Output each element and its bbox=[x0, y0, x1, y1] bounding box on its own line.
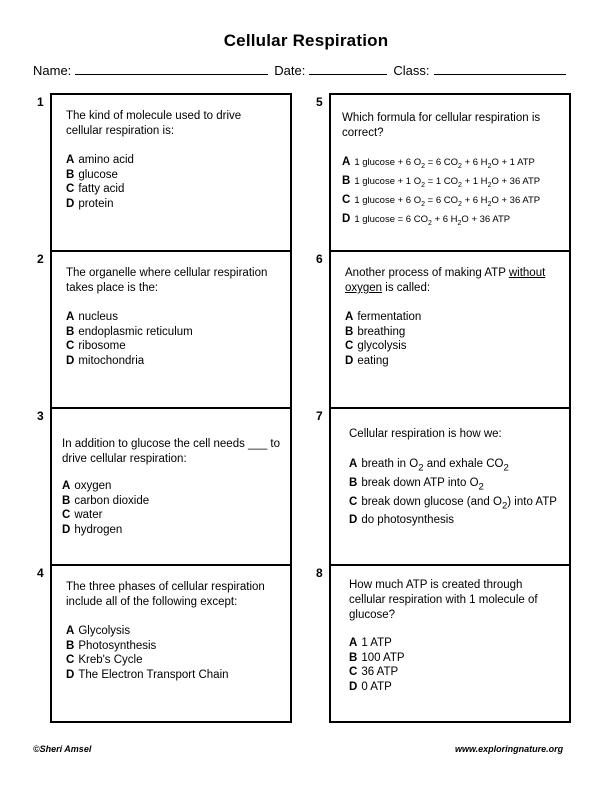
question-text: In addition to glucose the cell needs ___ to drive cellular respiration: bbox=[62, 438, 281, 465]
option-b[interactable]: B glucose bbox=[66, 168, 118, 181]
question-number: 7 bbox=[316, 409, 323, 423]
option-d[interactable]: D The Electron Transport Chain bbox=[66, 668, 229, 681]
question-box-1 bbox=[37, 93, 292, 252]
author-credit: ©Sheri Amsel bbox=[33, 744, 92, 754]
option-d[interactable]: D mitochondria bbox=[66, 354, 145, 367]
option-b[interactable]: B 100 ATP bbox=[349, 651, 405, 664]
option-d[interactable]: D 1 glucose = 6 $CO_2 + 6$ $H_2O + 36$ ATP bbox=[342, 212, 511, 227]
option-c[interactable]: C Kreb's Cycle bbox=[66, 654, 143, 666]
option-d[interactable]: D protein bbox=[66, 197, 114, 210]
option-a[interactable]: A Glycolysis bbox=[66, 625, 131, 637]
question-box-2 bbox=[37, 250, 292, 409]
formula-text: 1 glucose + 1 $O_2 = 1$ $CO_2 + 1$ $H_2O + 36$ ATP bbox=[354, 175, 541, 189]
option-b[interactable]: B 1 glucose + 1 $O_2 = 1$ $CO_2 + 1$ $H_2O + 36$ ATP bbox=[342, 174, 541, 189]
option-c[interactable]: C glycolysis bbox=[345, 340, 407, 352]
left-question-column bbox=[37, 93, 292, 723]
option-a[interactable]: A nucleus bbox=[66, 311, 118, 323]
worksheet-title: Cellular Respiration bbox=[223, 31, 389, 50]
name-label: Name: bbox=[33, 63, 72, 78]
date-field[interactable] bbox=[309, 62, 387, 75]
option-d[interactable]: D hydrogen bbox=[62, 523, 123, 536]
option-b[interactable]: B endoplasmic reticulum bbox=[66, 325, 193, 338]
formula-text: 1 glucose = 6 $CO_2 + 6$ $H_2O + 36$ ATP bbox=[354, 213, 511, 227]
option-a[interactable]: A oxygen bbox=[62, 480, 112, 492]
question-box-4 bbox=[37, 564, 292, 723]
option-c[interactable]: C ribosome bbox=[66, 340, 126, 352]
formula-text: 1 glucose + 6 $O_2 = 6$ $CO_2 + 6$ $H_2O + 36$ ATP bbox=[354, 194, 541, 208]
question-text: Another process of making ATP without oxygen is called: bbox=[345, 267, 546, 294]
answer-options bbox=[62, 479, 149, 537]
question-box-6 bbox=[316, 250, 571, 409]
answer-options bbox=[349, 636, 405, 694]
class-label: Class: bbox=[393, 63, 430, 78]
question-number: 6 bbox=[316, 252, 323, 266]
question-text: Which formula for cellular respiration is correct? bbox=[342, 112, 541, 139]
option-c[interactable]: C break down glucose (and $O_2$) into ATP bbox=[349, 495, 557, 511]
class-field[interactable] bbox=[434, 62, 566, 75]
question-number: 1 bbox=[37, 95, 44, 109]
option-c[interactable]: C fatty acid bbox=[66, 183, 125, 195]
underlined-phrase: without oxygen bbox=[345, 267, 546, 294]
question-number: 3 bbox=[37, 409, 44, 423]
answer-options bbox=[342, 155, 540, 231]
question-number: 2 bbox=[37, 252, 44, 266]
option-b[interactable]: B carbon dioxide bbox=[62, 494, 150, 507]
question-text: The three phases of cellular respiration include all of the following except: bbox=[66, 581, 265, 608]
question-box-5 bbox=[316, 93, 571, 252]
answer-options bbox=[66, 153, 134, 211]
name-field[interactable] bbox=[75, 62, 268, 75]
student-info-line bbox=[33, 62, 578, 78]
option-d[interactable]: D 0 ATP bbox=[349, 680, 392, 693]
answer-options bbox=[345, 310, 421, 368]
option-a[interactable]: A 1 glucose + 6 $O_2 = 6$ $CO_2 + 6$ $H_2O + 1$ ATP bbox=[342, 156, 535, 170]
option-c[interactable]: C 1 glucose + 6 $O_2 = 6$ $CO_2 + 6$ $H_2O + 36$ ATP bbox=[342, 193, 541, 208]
date-label: Date: bbox=[274, 63, 306, 78]
option-a[interactable]: A breath in $O_2$ and exhale $CO_2$ bbox=[349, 458, 509, 474]
option-b[interactable]: B breathing bbox=[345, 325, 406, 338]
answer-options bbox=[349, 457, 557, 528]
option-c[interactable]: C water bbox=[62, 509, 103, 521]
right-question-column bbox=[316, 93, 571, 723]
option-a[interactable]: A fermentation bbox=[345, 311, 422, 323]
answer-options bbox=[66, 624, 229, 682]
option-b[interactable]: B Photosynthesis bbox=[66, 639, 157, 652]
option-c[interactable]: C 36 ATP bbox=[349, 666, 399, 678]
option-d[interactable]: D do photosynthesis bbox=[349, 514, 455, 527]
question-text: How much ATP is created through cellular respiration with 1 molecule of glucose? bbox=[349, 579, 538, 621]
answer-options bbox=[66, 310, 193, 368]
option-b[interactable]: B break down ATP into $O_2$ bbox=[349, 476, 484, 493]
question-text: Cellular respiration is how we: bbox=[349, 428, 502, 440]
option-d[interactable]: D eating bbox=[345, 354, 389, 367]
question-box-3 bbox=[37, 407, 292, 566]
option-a[interactable]: A 1 ATP bbox=[349, 637, 392, 649]
option-a[interactable]: A amino acid bbox=[66, 154, 134, 166]
question-text: The organelle where cellular respiration takes place is the: bbox=[66, 267, 268, 294]
question-number: 4 bbox=[37, 566, 44, 580]
question-number: 8 bbox=[316, 566, 323, 580]
question-box-7 bbox=[316, 407, 571, 566]
website-credit: www.exploringnature.org bbox=[455, 744, 564, 754]
question-text: The kind of molecule used to drive cellular respiration is: bbox=[66, 110, 242, 137]
question-number: 5 bbox=[316, 95, 323, 109]
formula-text: 1 glucose + 6 $O_2 = 6$ $CO_2 + 6$ $H_2O + 1$ ATP bbox=[354, 157, 535, 170]
question-box-8 bbox=[316, 564, 571, 723]
